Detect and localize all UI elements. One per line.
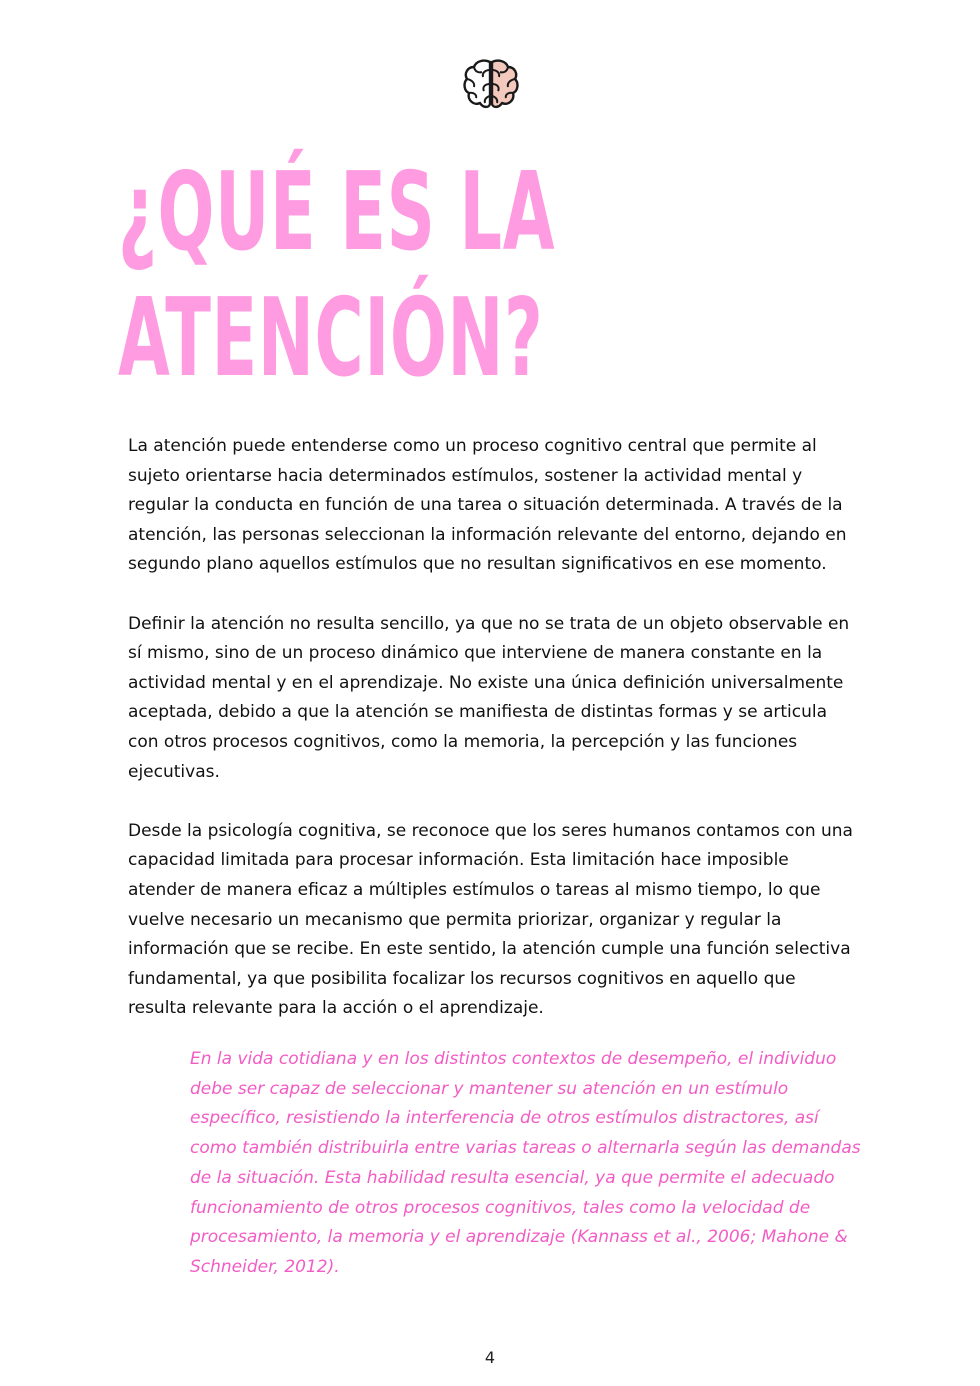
body-text	[128, 432, 858, 1053]
page-number: 4	[484, 1348, 496, 1367]
paragraph-2: Definir la atención no resulta sencillo, ya que no se trata de un objeto observable en sí mismo, sino de un proceso dinámico que interviene de manera constante en la actividad mental y en el aprendizaje. No existe una única definición universalmente aceptada, debido a que la atención se manifiesta de distintas formas y se articula con otros procesos cognitivos, como la memoria, la percepción y las funciones ejecutivas.	[128, 613, 850, 782]
brain-icon	[462, 58, 520, 110]
paragraph-3: Desde la psicología cognitiva, se reconoce que los seres humanos contamos con una capacidad limitada para procesar información. Esta limitación hace imposible atender de manera eficaz a múltiples estímulos o tareas al mismo tiempo, lo que vuelve necesario un mecanismo que permita priorizar, organizar y regular la información que se recibe. En este sentido, la atención cumple una función selectiva fundamental, ya que posibilita focalizar los recursos cognitivos en aquello que resulta relevante para la acción o el aprendizaje.	[128, 820, 853, 1019]
title-line-2: ATENCIÓN?	[118, 276, 544, 401]
title-line-1: ¿QUÉ ES LA	[118, 150, 556, 275]
highlight-quote: En la vida cotidiana y en los distintos contextos de desempeño, el individuo debe ser capaz de seleccionar y mantener su atención en un estímulo específico, resistiendo la interferencia de otros estímulos distractores, así como también distribuirla entre varias tareas o alternarla según las demandas de la situación. Esta habilidad resulta esencial, ya que permite el adecuado funcionamiento de otros procesos cognitivos, tales como la velocidad de procesamiento, la memoria y el aprendizaje (Kannass et al., 2006; Mahone & Schneider, 2012).	[190, 1049, 861, 1277]
page-title	[118, 150, 555, 402]
paragraph-1: La atención puede entenderse como un proceso cognitivo central que permite al sujeto orientarse hacia determinados estímulos, sostener la actividad mental y regular la conducta en función de una tarea o situación determinada. A través de la atención, las personas seleccionan la información relevante del entorno, dejando en segundo plano aquellos estímulos que no resultan significativos en ese momento.	[128, 436, 847, 575]
